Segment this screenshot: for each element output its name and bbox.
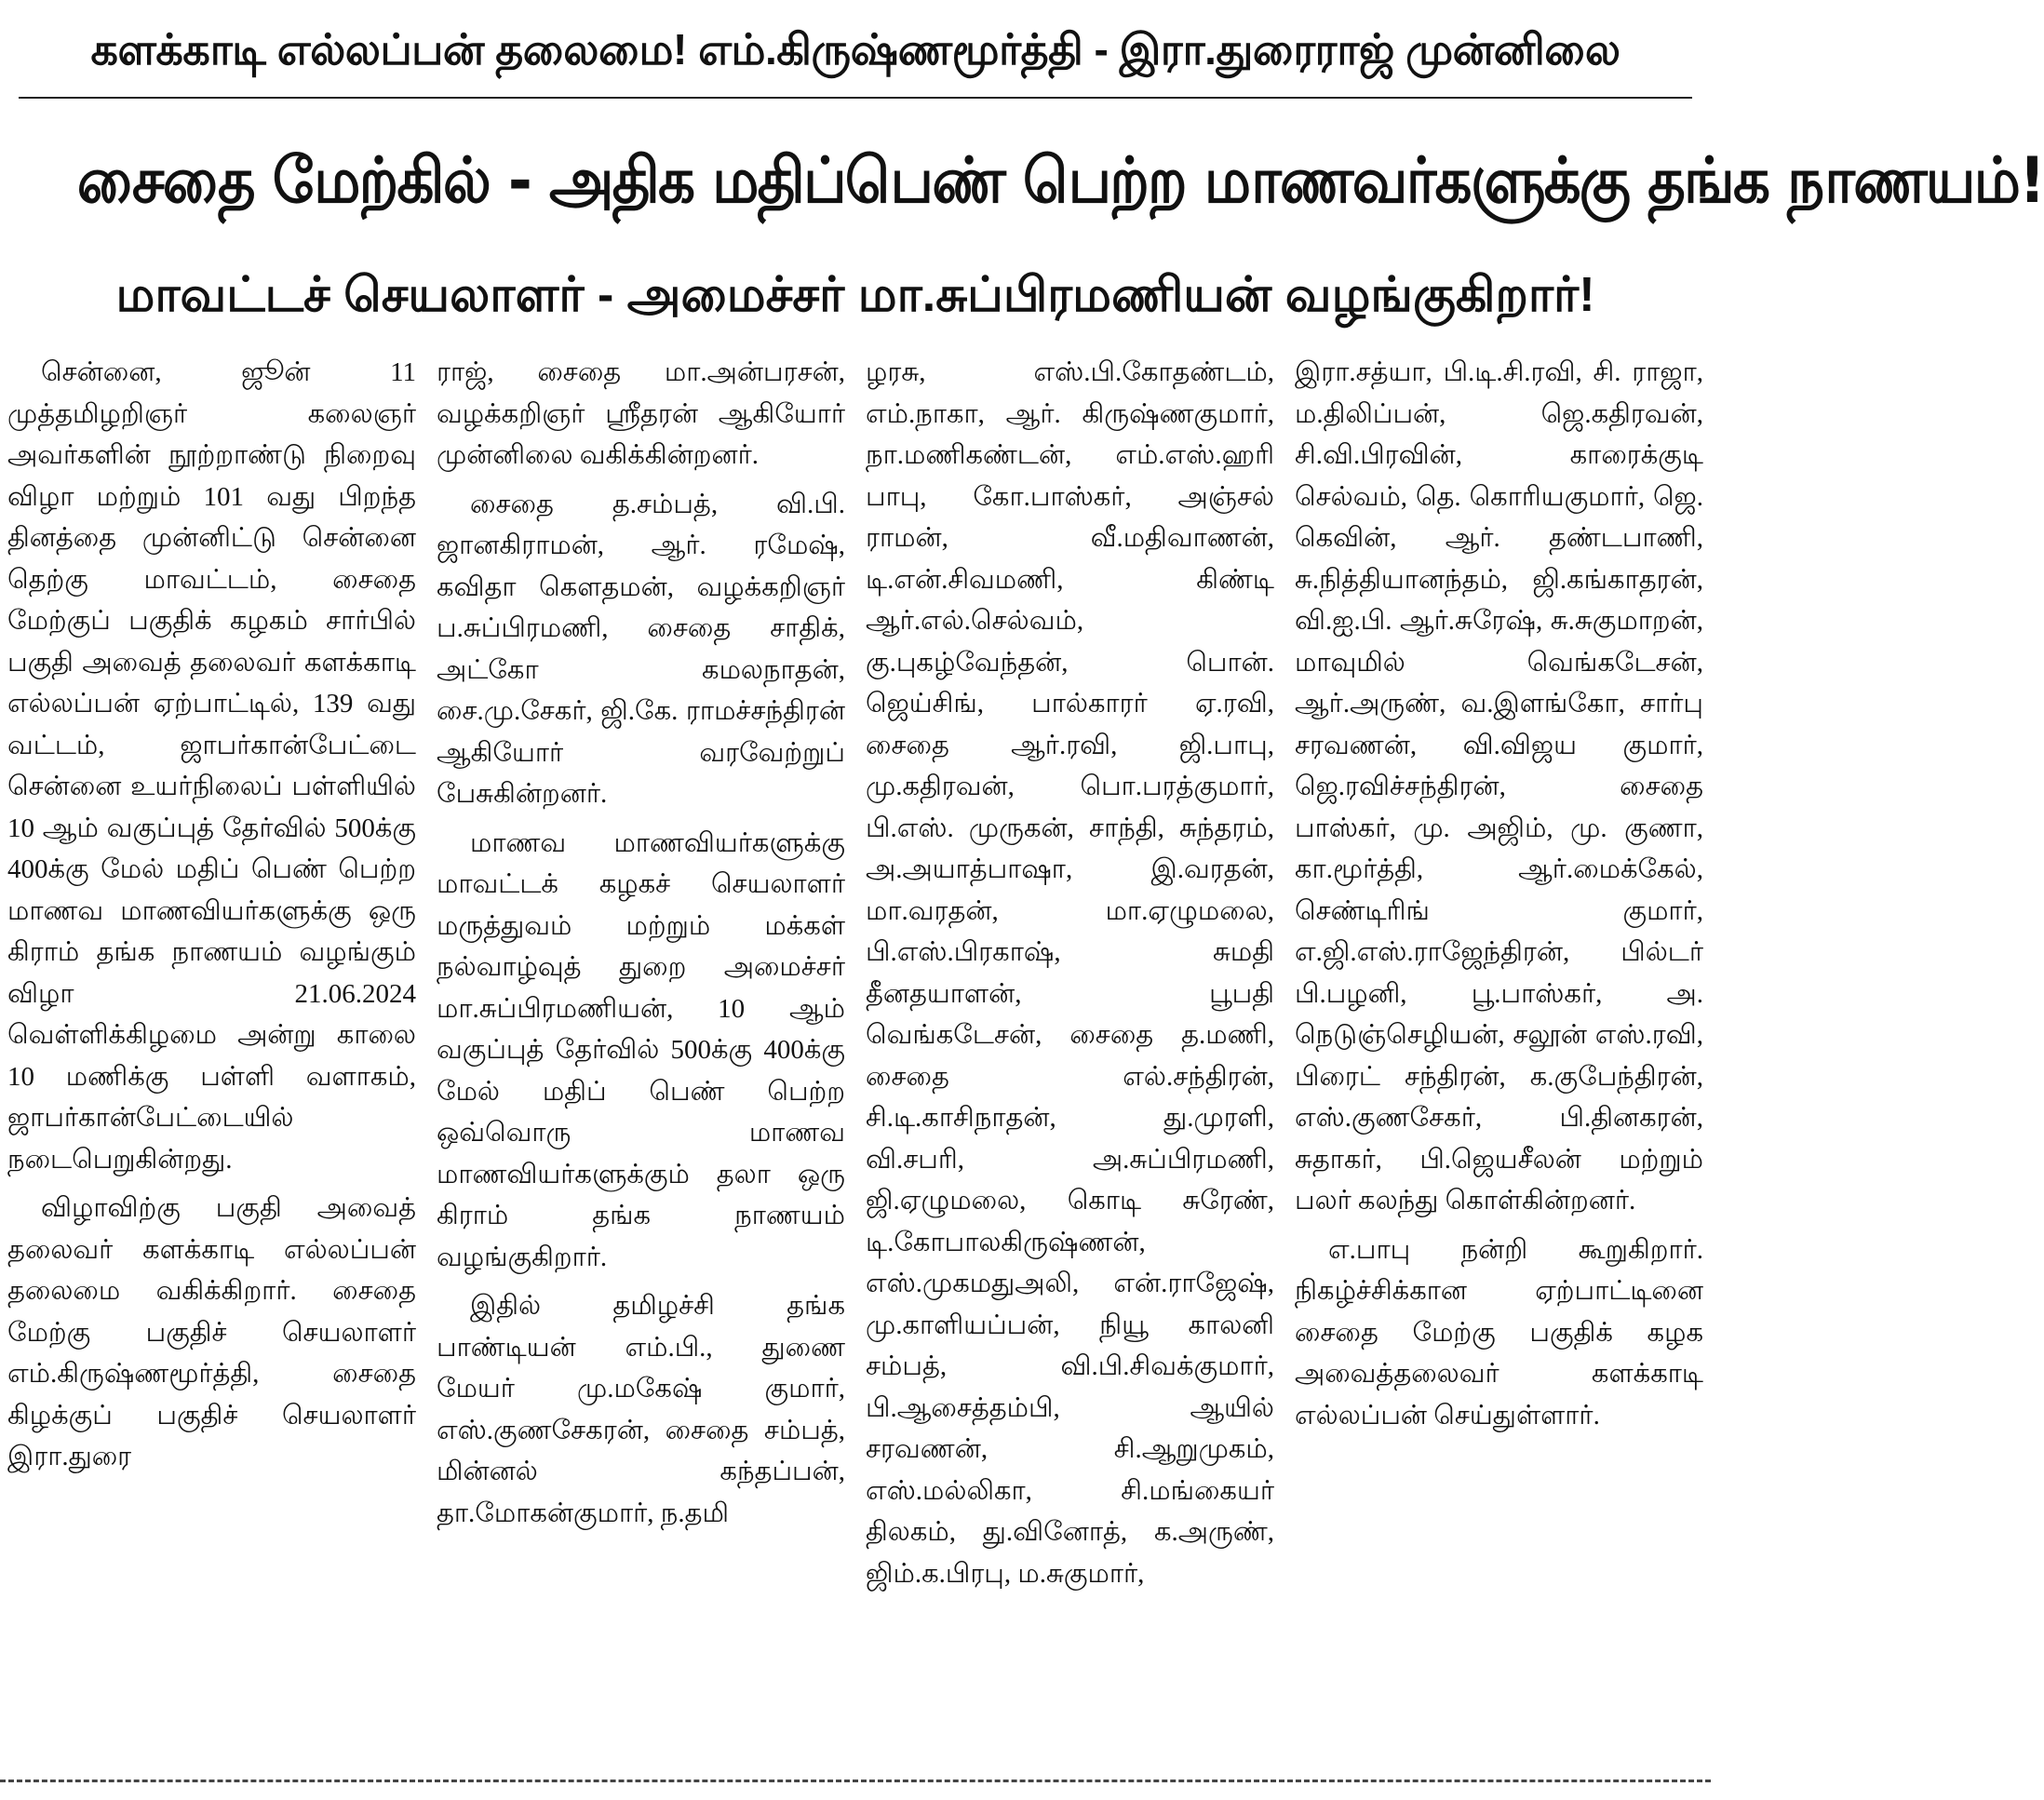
article-paragraph: இதில் தமிழச்சி தங்க பாண்டியன் எம்.பி., துணை மேயர் மு.மகேஷ் குமார், எஸ்.குணசேகரன், சைதை சம்பத், மின்னல் கந்தப்பன், தா.மோகன்குமார், ந.தமி: [437, 1291, 845, 1528]
article-paragraph: இரா.சத்யா, பி.டி.சி.ரவி, சி. ராஜா, ம.திலிப்பன், ஜெ.கதிரவன், சி.வி.பிரவின், காரைக்குடி செல்வம், தெ. கொரியகுமார், ஜெ. கெவின், ஆர். தண்டபாணி, சு.நித்தியானந்தம், ஜி.கங்காதரன், வி.ஐ.பி. ஆர்.சுரேஷ், சு.சுகுமாறன், மாவுமில் வெங்கடேசன், ஆர்.அருண், வ.இளங்கோ, சார்பு சரவணன், வி.விஜய குமார், ஜெ.ரவிச்சந்திரன், சைதை பாஸ்கர், மு. அஜிம், மு. குணா, கா.மூர்த்தி, ஆர்.மைக்கேல், செண்டிரிங் குமார், எ.ஜி.எஸ்.ராஜேந்திரன், பில்டர் பி.பழனி, பூ.பாஸ்கர், அ. நெடுஞ்செழியன், சலூன் எஸ்.ரவி, பிரைட் சந்திரன், க.குபேந்திரன், எஸ்.குணசேகர், பி.தினகரன், சுதாகர், பி.ஜெயசீலன் மற்றும் பலர் கலந்து கொள்கின்றனர்.: [1295, 357, 1703, 1216]
article-paragraph: ழரசு, எஸ்.பி.கோதண்டம், எம்.நாகா, ஆர். கிருஷ்ணகுமார், நா.மணிகண்டன், எம்.எஸ்.ஹரி பாபு, கோ.பாஸ்கர், அஞ்சல் ராமன், வீ.மதிவாணன், டி.என்.சிவமணி, கிண்டி ஆர்.எல்.செல்வம், கு.புகழ்வேந்தன், பொன். ஜெய்சிங், பால்காரர் ஏ.ரவி, சைதை ஆர்.ரவி, ஜி.பாபு, மு.கதிரவன், பொ.பரத்குமார், பி.எஸ். முருகன், சாந்தி, சுந்தரம், அ.அயாத்பாஷா, இ.வரதன், மா.வரதன், மா.ஏழுமலை, பி.எஸ்.பிரகாஷ், சுமதி தீனதயாளன், பூபதி வெங்கடேசன், சைதை த.மணி, சைதை எல்.சந்திரன், சி.டி.காசிநாதன், து.முரளி, வி.சபரி, அ.சுப்பிரமணி, ஜி.ஏழுமலை, கொடி சுரேண், டி.கோபாலகிருஷ்ணன், எஸ்.முகமதுஅலி, என்.ராஜேஷ், மு.காளியப்பன், நியூ காலனி சம்பத், வி.பி.சிவக்குமார், பி.ஆசைத்தம்பி, ஆயில் சரவணன், சி.ஆறுமுகம், எஸ்.மல்லிகா, சி.மங்கையர் திலகம், து.வினோத், க.அருண், ஜிம்.க.பிரபு, ம.சுகுமார்,: [866, 357, 1274, 1589]
subheadline: மாவட்டச் செயலாளர் - அமைச்சர் மா.சுப்பிரமணியன் வழங்குகிறார்!: [115, 268, 1595, 322]
article-paragraph: சைதை த.சம்பத், வி.பி. ஜானகிராமன், ஆர். ரமேஷ், கவிதா கௌதமன், வழக்கறிஞர் ப.சுப்பிரமணி, சைதை சாதிக், அட்கோ கமலநாதன், சை.மு.சேகர், ஜி.கே. ராமச்சந்திரன் ஆகியோர் வரவேற்றுப் பேசுகின்றனர்.: [437, 489, 845, 809]
article-body: [7, 352, 1703, 1759]
top-divider: [19, 97, 1692, 99]
kicker-line: களக்காடி எல்லப்பன் தலைமை! எம்.கிருஷ்ணமூர்த்தி - இரா.துரைராஜ் முன்னிலை: [90, 25, 1620, 74]
article-column-1: [7, 352, 416, 1759]
article-paragraph: விழாவிற்கு பகுதி அவைத் தலைவர் களக்காடி எல்லப்பன் தலைமை வகிக்கிறார். சைதை மேற்கு பகுதிச் செயலாளர் எம்.கிருஷ்ணமூர்த்தி, சைதை கிழக்குப் பகுதிச் செயலாளர் இரா.துரை: [7, 1193, 416, 1471]
article-paragraph: மாணவ மாணவியர்களுக்கு மாவட்டக் கழகச் செயலாளர் மருத்துவம் மற்றும் மக்கள் நல்வாழ்வுத் துறை அமைச்சர் மா.சுப்பிரமணியன், 10 ஆம் வகுப்புத் தேர்வில் 500க்கு 400க்கு மேல் மதிப் பெண் பெற்ற ஒவ்வொரு மாணவ மாணவியர்களுக்கும் தலா ஒரு கிராம் தங்க நாணயம் வழங்குகிறார்.: [437, 827, 845, 1272]
article-column-4: [1295, 352, 1703, 1759]
article-paragraph: எ.பாபு நன்றி கூறுகிறார். நிகழ்ச்சிக்கான ஏற்பாட்டினை சைதை மேற்கு பகுதிக் கழக அவைத்தலைவர் களக்காடி எல்லப்பன் செய்துள்ளார்.: [1295, 1234, 1703, 1431]
article-column-2: [437, 352, 845, 1759]
article-paragraph: சென்னை, ஜூன் 11 முத்தமிழறிஞர் கலைஞர் அவர்களின் நூற்றாண்டு நிறைவு விழா மற்றும் 101 வது பிறந்த தினத்தை முன்னிட்டு சென்னை தெற்கு மாவட்டம், சைதை மேற்குப் பகுதிக் கழகம் சார்பில் பகுதி அவைத் தலைவர் களக்காடி எல்லப்பன் ஏற்பாட்டில், 139 வது வட்டம், ஜாபர்கான்பேட்டை சென்னை உயர்நிலைப் பள்ளியில் 10 ஆம் வகுப்புத் தேர்வில் 500க்கு 400க்கு மேல் மதிப் பெண் பெற்ற மாணவ மாணவியர்களுக்கு ஒரு கிராம் தங்க நாணயம் வழங்கும் விழா 21.06.2024 வெள்ளிக்கிழமை அன்று காலை 10 மணிக்கு பள்ளி வளாகம், ஜாபர்கான்பேட்டையில் நடைபெறுகின்றது.: [7, 357, 416, 1175]
article-paragraph: ராஜ், சைதை மா.அன்பரசன், வழக்கறிஞர் ஸ்ரீதரன் ஆகியோர் முன்னிலை வகிக்கின்றனர்.: [437, 357, 845, 470]
headline: சைதை மேற்கில் - அதிக மதிப்பெண் பெற்ற மாணவர்களுக்கு தங்க நாணயம்!: [76, 144, 2044, 218]
article-column-3: [866, 352, 1274, 1759]
bottom-divider: [0, 1780, 1711, 1782]
